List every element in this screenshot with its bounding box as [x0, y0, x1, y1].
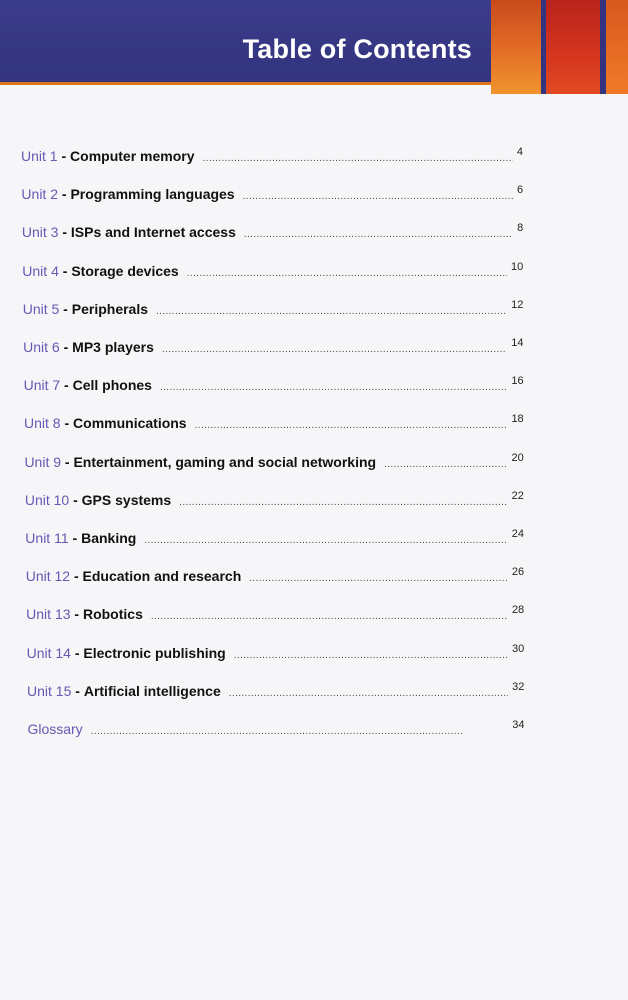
toc-entry-unit-15[interactable]	[27, 680, 525, 699]
page-number: 24	[511, 528, 524, 540]
unit-label: Unit 4	[22, 262, 59, 279]
separator: -	[57, 148, 71, 164]
dot-leader	[156, 306, 507, 317]
toc-entry-unit-5[interactable]	[22, 298, 524, 317]
glossary-label: Glossary	[27, 721, 83, 737]
page-number: 12	[511, 298, 524, 311]
topic-title: Entertainment, gaming and social networking	[73, 453, 377, 470]
topic-title: GPS systems	[81, 491, 172, 508]
dot-leader	[151, 611, 508, 622]
page-title: Table of Contents	[242, 34, 472, 64]
page-number: 10	[511, 260, 524, 273]
topic-title: Electronic publishing	[83, 644, 226, 661]
page-number: 32	[512, 680, 525, 693]
page-number: 28	[511, 604, 525, 617]
topic-title: Computer memory	[70, 148, 195, 164]
topic-title: Education and research	[82, 568, 242, 585]
dot-leader	[229, 688, 508, 699]
toc-entry-unit-11[interactable]	[25, 530, 524, 546]
page-number: 34	[512, 719, 525, 731]
dot-leader	[384, 459, 507, 470]
unit-label: Unit 2	[21, 186, 58, 203]
separator: -	[58, 186, 71, 203]
page-number: 8	[517, 222, 524, 235]
toc-entry-unit-2[interactable]	[21, 186, 523, 202]
unit-label: Unit 14	[26, 644, 71, 661]
dot-leader	[249, 573, 508, 584]
dot-leader	[91, 726, 509, 737]
toc-entry-unit-4[interactable]	[22, 260, 524, 279]
unit-label: Unit 13	[26, 606, 71, 623]
topic-title: MP3 players	[72, 339, 154, 355]
dot-leader	[160, 382, 507, 393]
unit-label: Unit 6	[23, 339, 60, 355]
separator: -	[68, 530, 82, 546]
page-number: 16	[511, 375, 524, 388]
unit-label: Unit 9	[24, 453, 62, 470]
topic-title: Storage devices	[71, 262, 179, 279]
toc-entry-unit-14[interactable]	[26, 642, 525, 661]
unit-label: Unit 10	[24, 491, 70, 508]
page-number: 26	[511, 566, 525, 579]
toc-entry-unit-6[interactable]	[23, 339, 523, 355]
separator: -	[70, 568, 83, 585]
toc-entry-glossary[interactable]	[27, 721, 524, 737]
topic-title: ISPs and Internet access	[70, 224, 236, 241]
toc-entry-unit-12[interactable]	[26, 568, 524, 584]
page-number: 18	[511, 413, 524, 426]
toc-entry-unit-1[interactable]	[21, 148, 523, 164]
toc-entry-unit-10[interactable]	[24, 489, 524, 508]
page-number: 30	[512, 642, 525, 655]
page-number: 6	[516, 184, 524, 197]
dot-leader	[244, 229, 513, 240]
topic-title: Banking	[81, 530, 137, 546]
dot-leader	[203, 153, 513, 164]
separator: -	[58, 224, 71, 241]
toc-entry-unit-3[interactable]	[22, 224, 523, 240]
unit-label: Unit 15	[27, 682, 72, 699]
dot-leader	[187, 268, 507, 279]
page-number: 20	[511, 451, 524, 464]
separator: -	[58, 262, 72, 279]
dot-leader	[243, 191, 513, 202]
dot-leader	[162, 344, 507, 355]
separator: -	[60, 415, 74, 432]
decorative-stripe	[606, 0, 628, 94]
dot-leader	[144, 535, 507, 546]
topic-title: Peripherals	[71, 300, 149, 317]
toc-entry-unit-8[interactable]	[24, 415, 524, 431]
decorative-stripe	[546, 0, 600, 94]
separator: -	[61, 453, 74, 470]
dot-leader	[179, 497, 507, 508]
unit-label: Unit 1	[21, 148, 58, 164]
topic-title: Robotics	[82, 606, 143, 623]
separator: -	[59, 300, 72, 317]
topic-title: Programming languages	[70, 186, 235, 203]
topic-title: Cell phones	[72, 377, 152, 394]
topic-title: Artificial intelligence	[83, 682, 221, 699]
page-number: 4	[516, 146, 523, 158]
toc-entry-unit-13[interactable]	[26, 606, 524, 622]
decorative-stripe	[491, 0, 541, 94]
unit-label: Unit 8	[24, 415, 61, 432]
separator: -	[69, 491, 82, 508]
dot-leader	[195, 420, 508, 431]
separator: -	[59, 339, 73, 355]
unit-label: Unit 11	[25, 530, 69, 546]
separator: -	[70, 644, 84, 661]
dot-leader	[234, 650, 508, 661]
separator: -	[60, 377, 73, 394]
page-number: 14	[511, 337, 524, 349]
separator: -	[71, 682, 84, 699]
page-number: 22	[511, 489, 524, 502]
unit-label: Unit 5	[22, 300, 60, 317]
separator: -	[70, 606, 83, 623]
unit-label: Unit 7	[23, 377, 61, 394]
toc-entry-unit-9[interactable]	[24, 451, 524, 470]
topic-title: Communications	[73, 415, 187, 432]
unit-label: Unit 12	[25, 568, 71, 585]
unit-label: Unit 3	[21, 224, 59, 241]
toc-entry-unit-7[interactable]	[24, 377, 524, 393]
